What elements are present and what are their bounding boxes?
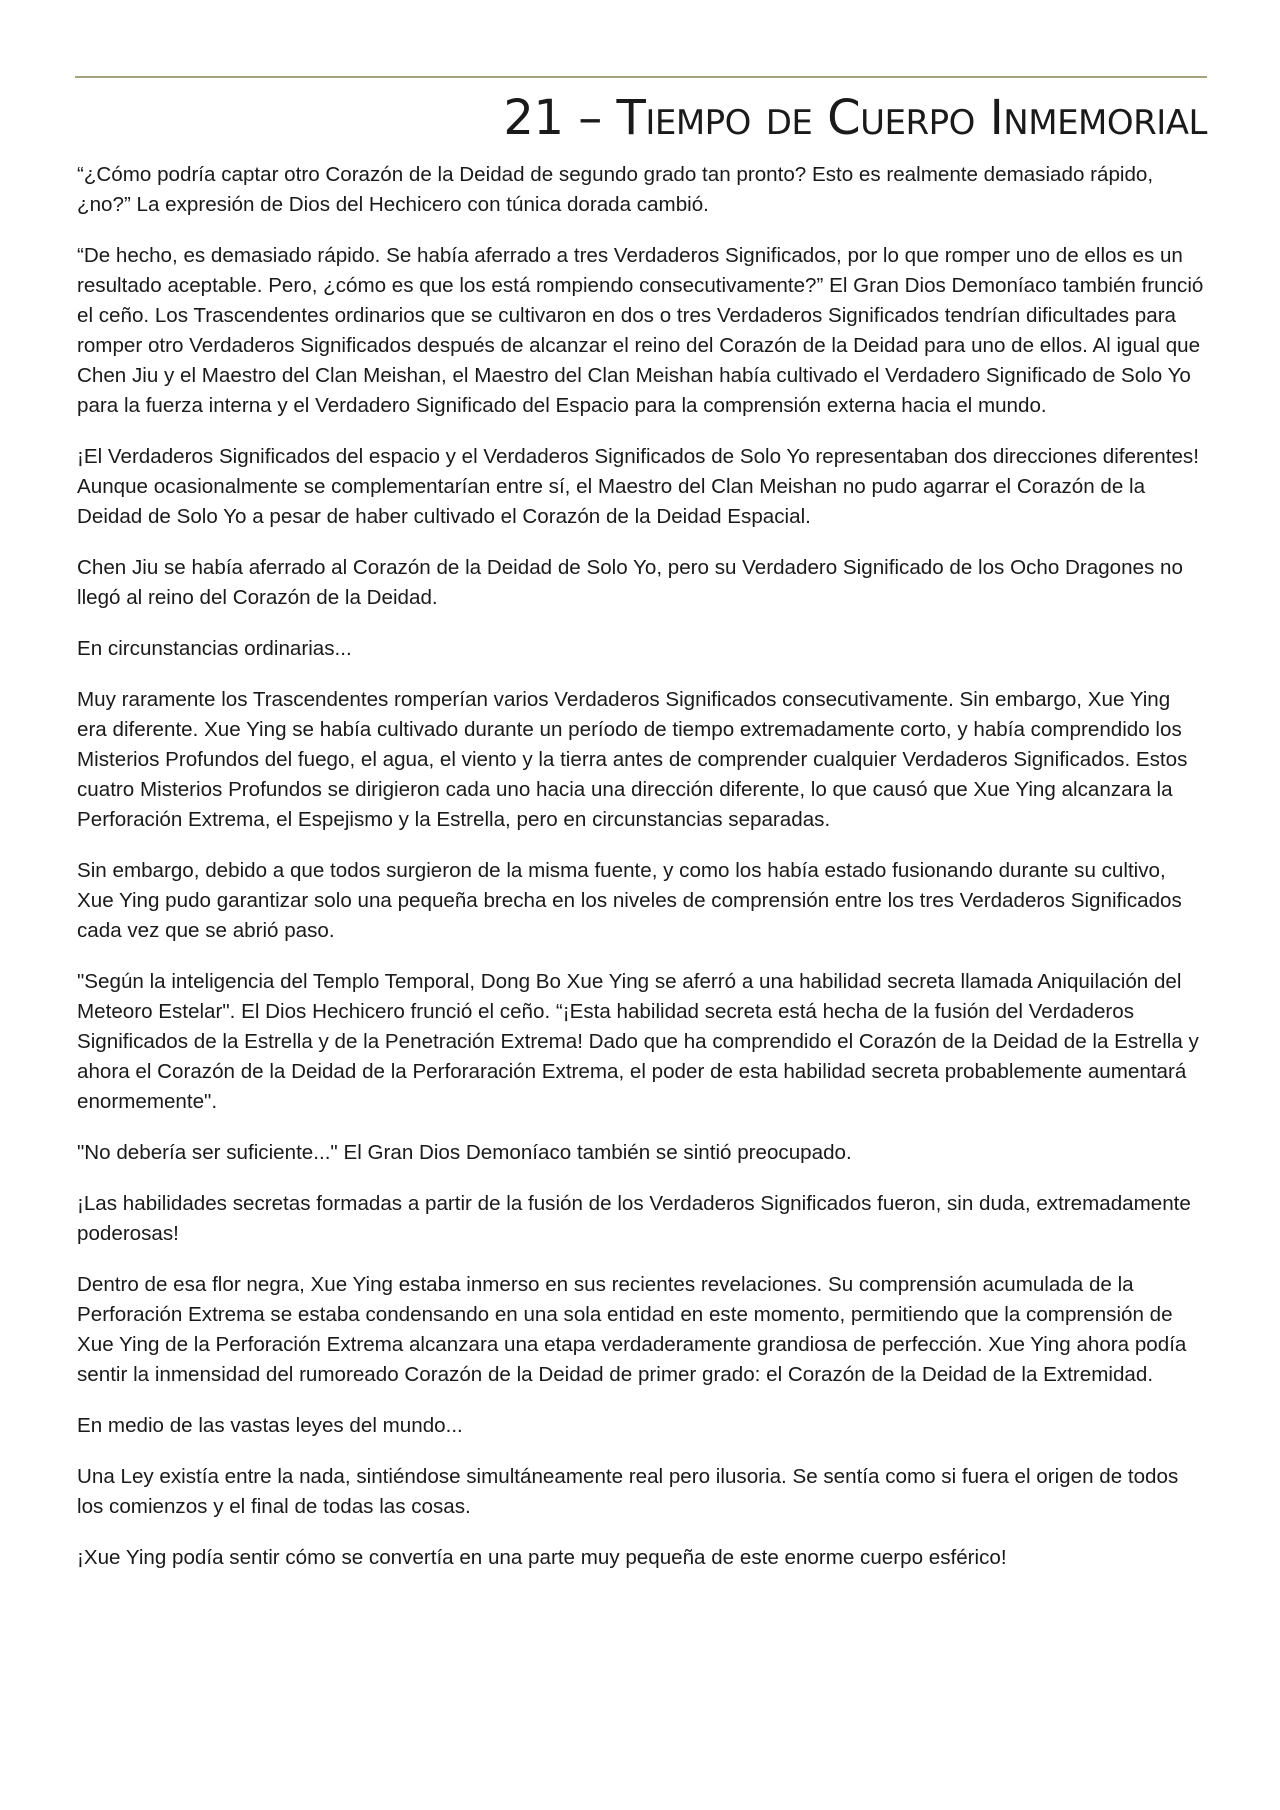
paragraph: En medio de las vastas leyes del mundo...	[77, 1414, 463, 1437]
paragraph: Dentro de esa flor negra, Xue Ying estaba inmerso en sus recientes revelaciones. Su comprensión acumulada de la Perforación Extrema se estaba condensando en una sola entidad en este momento, permitiendo que la comprensión de Xue Ying de la Perforación Extrema alcanzara una etapa verdaderamente grandiosa de perfección. Xue Ying ahora podía sentir la inmensidad del rumoreado Corazón de la Deidad de primer grado: el Corazón de la Deidad de la Extremidad.	[77, 1273, 1187, 1386]
paragraph: Muy raramente los Trascendentes romperían varios Verdaderos Significados consecutivamente. Sin embargo, Xue Ying era diferente. Xue Ying se había cultivado durante un período de tiempo extremadamente corto, y había comprendido los Misterios Profundos del fuego, el agua, el viento y la tierra antes de comprender cualquier Verdaderos Significados. Estos cuatro Misterios Profundos se dirigieron cada uno hacia una dirección diferente, lo que causó que Xue Ying alcanzara la Perforación Extrema, el Espejismo y la Estrella, pero en circunstancias separadas.	[77, 688, 1188, 831]
header-rule	[75, 76, 1207, 78]
paragraph: “De hecho, es demasiado rápido. Se había aferrado a tres Verdaderos Significados, por lo que romper uno de ellos es un resultado aceptable. Pero, ¿cómo es que los está rompiendo consecutivamente?” El Gran Dios Demoníaco también frunció el ceño. Los Trascendentes ordinarios que se cultivaron en dos o tres Verdaderos Significados tendrían dificultades para romper otro Verdaderos Significados después de alcanzar el reino del Corazón de la Deidad para uno de ellos. Al igual que Chen Jiu y el Maestro del Clan Meishan, el Maestro del Clan Meishan había cultivado el Verdadero Significado de Solo Yo para la fuerza interna y el Verdadero Significado del Espacio para la comprensión externa hacia el mundo.	[77, 244, 1204, 417]
paragraph: Una Ley existía entre la nada, sintiéndose simultáneamente real pero ilusoria. Se sentía como si fuera el origen de todos los comienzos y el final de todas las cosas.	[77, 1465, 1179, 1518]
paragraph: Chen Jiu se había aferrado al Corazón de la Deidad de Solo Yo, pero su Verdadero Significado de los Ocho Dragones no llegó al reino del Corazón de la Deidad.	[77, 556, 1183, 609]
chapter-body	[77, 160, 1205, 1594]
paragraph: Sin embargo, debido a que todos surgieron de la misma fuente, y como los había estado fusionando durante su cultivo, Xue Ying pudo garantizar solo una pequeña brecha en los niveles de comprensión entre los tres Verdaderos Significados cada vez que se abrió paso.	[77, 859, 1182, 942]
paragraph: "Según la inteligencia del Templo Temporal, Dong Bo Xue Ying se aferró a una habilidad secreta llamada Aniquilación del Meteoro Estelar". El Dios Hechicero frunció el ceño. “¡Esta habilidad secreta está hecha de la fusión del Verdaderos Significados de la Estrella y de la Penetración Extrema! Dado que ha comprendido el Corazón de la Deidad de la Estrella y ahora el Corazón de la Deidad de la Perforaración Extrema, el poder de esta habilidad secreta probablemente aumentará enormemente".	[77, 970, 1199, 1113]
paragraph: "No debería ser suficiente..." El Gran Dios Demoníaco también se sintió preocupado.	[77, 1141, 852, 1164]
paragraph: “¿Cómo podría captar otro Corazón de la Deidad de segundo grado tan pronto? Esto es realmente demasiado rápido, ¿no?” La expresión de Dios del Hechicero con túnica dorada cambió.	[77, 163, 1154, 216]
chapter-title: 21 – Tiempo de Cuerpo Inmemorial	[503, 90, 1207, 146]
paragraph: ¡Las habilidades secretas formadas a partir de la fusión de los Verdaderos Significados fueron, sin duda, extremadamente poderosas!	[77, 1192, 1191, 1245]
paragraph: ¡Xue Ying podía sentir cómo se convertía en una parte muy pequeña de este enorme cuerpo esférico!	[77, 1546, 1007, 1569]
paragraph: En circunstancias ordinarias...	[77, 637, 352, 660]
paragraph: ¡El Verdaderos Significados del espacio y el Verdaderos Significados de Solo Yo representaban dos direcciones diferentes! Aunque ocasionalmente se complementarían entre sí, el Maestro del Clan Meishan no pudo agarrar el Corazón de la Deidad de Solo Yo a pesar de haber cultivado el Corazón de la Deidad Espacial.	[77, 445, 1199, 528]
